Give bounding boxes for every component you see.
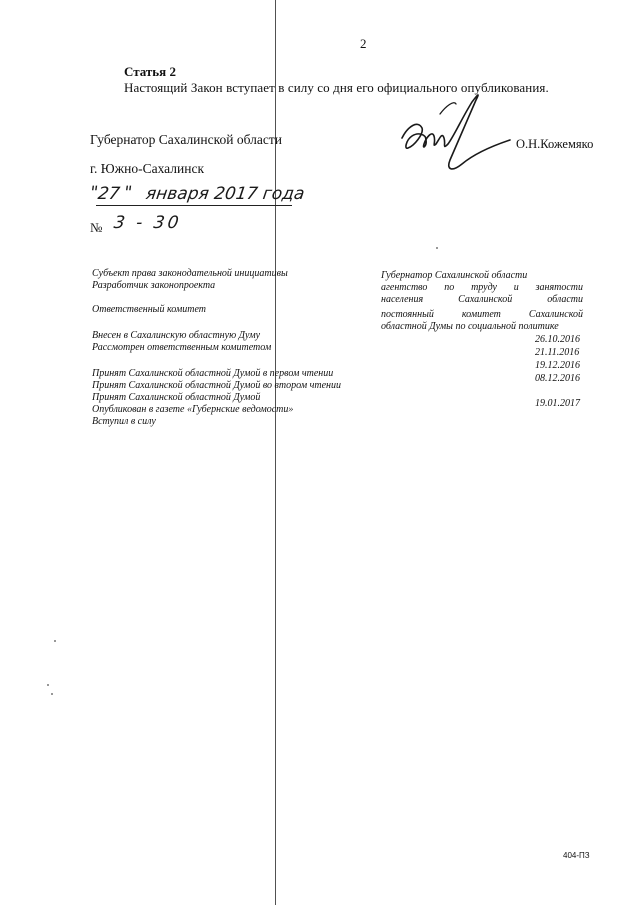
page-number: 2 — [360, 36, 367, 51]
label-published: Опубликован в газете «Губернские ведомости» — [92, 404, 294, 415]
label-committee: Ответственный комитет — [92, 304, 206, 315]
date-month-year: января 2017 года — [144, 184, 306, 204]
scan-speck — [436, 247, 438, 249]
date-day: 27 — [96, 184, 122, 204]
value-committee-line-2: областной Думы по социальной политике — [381, 321, 559, 332]
governor-name: О.Н.Кожемяко — [516, 137, 594, 151]
label-first-reading: Принят Сахалинской областной Думой в первом чтении — [92, 368, 334, 379]
date-second-reading: 08.12.2016 — [535, 373, 580, 384]
law-number: 3 - 30 — [112, 213, 183, 233]
date-underline — [96, 205, 292, 206]
date-first-reading: 19.12.2016 — [535, 360, 580, 371]
governor-title: Губернатор Сахалинской области — [90, 132, 282, 147]
date-reviewed: 21.11.2016 — [535, 347, 580, 358]
value-committee-line-1: постоянный комитет Сахалинской — [381, 309, 583, 320]
scan-speck — [51, 693, 53, 695]
article-text: Настоящий Закон вступает в силу со дня его официального опубликования. — [124, 80, 549, 95]
value-initiator: Губернатор Сахалинской области — [381, 270, 528, 281]
date-published: 19.01.2017 — [535, 398, 580, 409]
label-initiator: Субъект права законодательной инициативы — [92, 268, 288, 279]
label-developer: Разработчик законопроекта — [92, 280, 216, 291]
label-reviewed: Рассмотрен ответственным комитетом — [92, 342, 272, 353]
city-name: г. Южно-Сахалинск — [90, 161, 205, 176]
label-second-reading: Принят Сахалинской областной Думой во втором чтении — [92, 380, 342, 391]
scan-speck — [54, 640, 56, 642]
date-close-quote: " — [122, 183, 134, 203]
value-developer-line-1: агентство по труду и занятости — [381, 282, 583, 293]
label-submitted: Внесен в Сахалинскую областную Думу — [92, 330, 261, 341]
value-developer-line-2: населения Сахалинской области — [381, 294, 583, 305]
scan-speck — [47, 684, 49, 686]
date-open-quote: " — [88, 183, 100, 203]
footer-code: 404-ПЗ — [563, 851, 590, 860]
number-sign: № — [90, 220, 103, 235]
article-title: Статья 2 — [124, 64, 176, 79]
date-submitted: 26.10.2016 — [535, 334, 580, 345]
label-adopted: Принят Сахалинской областной Думой — [92, 392, 261, 403]
label-in-force: Вступил в силу — [92, 416, 156, 427]
signature-image — [396, 88, 514, 180]
